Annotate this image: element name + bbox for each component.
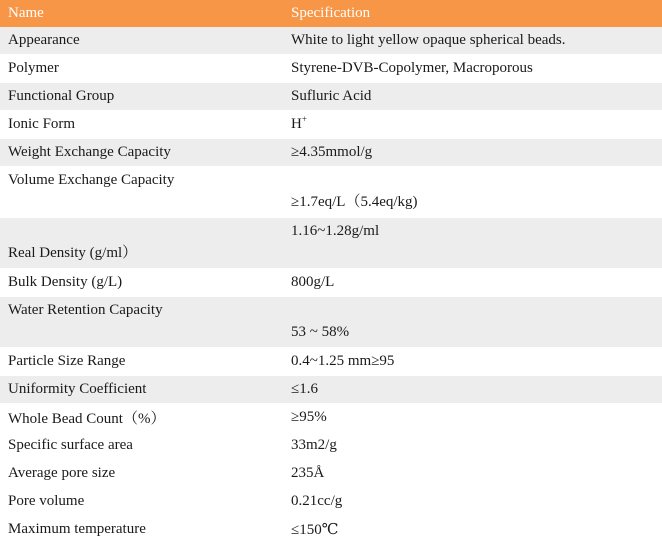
row-spec: ≥95% xyxy=(283,404,662,432)
row-name: Ionic Form xyxy=(0,111,283,139)
row-name: Polymer xyxy=(0,55,283,83)
row-name: Whole Bead Count（%） xyxy=(0,404,283,432)
table-row xyxy=(0,55,662,83)
table-row xyxy=(0,27,662,55)
header-name: Name xyxy=(0,0,283,27)
row-spec: ≥1.7eq/L（5.4eq/kg) xyxy=(283,167,662,218)
table-header-row xyxy=(0,0,662,27)
row-name: Volume Exchange Capacity xyxy=(0,167,283,218)
table-row xyxy=(0,432,662,460)
table-row xyxy=(0,404,662,432)
row-spec: ≤1.6 xyxy=(283,376,662,404)
row-spec xyxy=(283,111,662,139)
table-row xyxy=(0,218,662,269)
row-name: Uniformity Coefficient xyxy=(0,376,283,404)
row-name: Pore volume xyxy=(0,488,283,516)
row-spec: ≥4.35mmol/g xyxy=(283,139,662,167)
table-row xyxy=(0,376,662,404)
row-spec: 1.16~1.28g/ml xyxy=(283,218,662,269)
row-spec: 800g/L xyxy=(283,269,662,297)
row-name: Bulk Density (g/L) xyxy=(0,269,283,297)
row-name: Maximum temperature xyxy=(0,516,283,544)
row-spec: 33m2/g xyxy=(283,432,662,460)
row-spec: 0.4~1.25 mm≥95 xyxy=(283,348,662,376)
row-spec: 235Å xyxy=(283,460,662,488)
header-specification: Specification xyxy=(283,0,662,27)
ionic-form-charge: + xyxy=(301,114,307,124)
table-row xyxy=(0,83,662,111)
row-name: Functional Group xyxy=(0,83,283,111)
row-spec: 53 ~ 58% xyxy=(283,297,662,348)
table-row xyxy=(0,297,662,348)
row-spec: Sufluric Acid xyxy=(283,83,662,111)
table-row xyxy=(0,348,662,376)
row-name: Average pore size xyxy=(0,460,283,488)
table-row xyxy=(0,139,662,167)
row-name: Appearance xyxy=(0,27,283,55)
row-name: Particle Size Range xyxy=(0,348,283,376)
row-name: Water Retention Capacity xyxy=(0,297,283,348)
ionic-form-value: H xyxy=(291,116,302,132)
table-row xyxy=(0,111,662,139)
row-spec: ≤150℃ xyxy=(283,516,662,544)
table-row xyxy=(0,488,662,516)
row-spec: White to light yellow opaque spherical beads. xyxy=(283,27,662,55)
row-name: Weight Exchange Capacity xyxy=(0,139,283,167)
row-spec: 0.21cc/g xyxy=(283,488,662,516)
table-row xyxy=(0,516,662,544)
table-row xyxy=(0,269,662,297)
row-name: Specific surface area xyxy=(0,432,283,460)
row-name: Real Density (g/ml） xyxy=(0,218,283,269)
table-row xyxy=(0,167,662,218)
row-spec: Styrene-DVB-Copolymer, Macroporous xyxy=(283,55,662,83)
table-row xyxy=(0,460,662,488)
